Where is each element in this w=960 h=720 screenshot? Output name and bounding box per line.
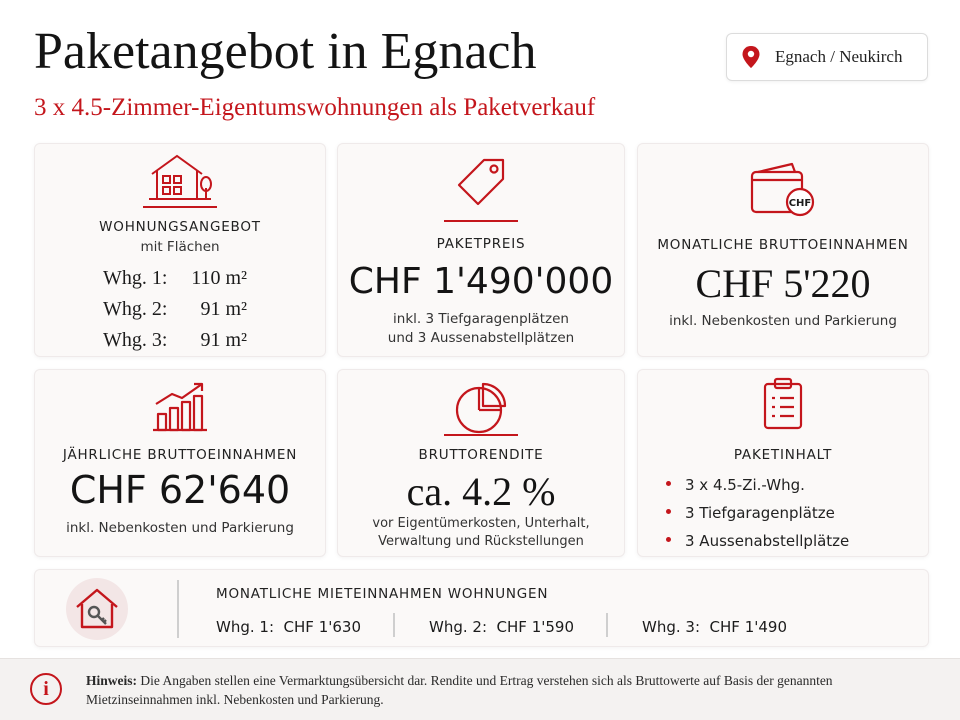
price-note-2: und 3 Aussenabstellplätzen: [387, 330, 575, 346]
disclaimer-bold: Hinweis:: [86, 673, 138, 688]
yield-label: BRUTTORENDITE: [418, 447, 544, 463]
yield-note-2: Verwaltung und Rückstellungen: [378, 534, 584, 549]
monthly-income-note: inkl. Nebenkosten und Parkierung: [669, 313, 897, 329]
card-price: [337, 143, 625, 357]
page-subtitle: 3 x 4.5-Zimmer-Eigentumswohnungen als Paketverkauf: [34, 94, 596, 121]
rent-item-name: Whg. 2:: [429, 618, 487, 636]
rent-item-value: CHF 1'590: [496, 618, 574, 636]
location-badge: [726, 33, 928, 81]
rent-item: [429, 618, 574, 636]
unit-area: 91 m²: [200, 329, 247, 351]
units-label: WOHNUNGSANGEBOT: [99, 219, 261, 235]
bar-chart-icon: [150, 378, 210, 434]
rent-item-name: Whg. 3:: [642, 618, 700, 636]
card-contents: [637, 369, 929, 557]
unit-area: 91 m²: [200, 298, 247, 320]
unit-row: [103, 267, 247, 290]
house-key-icon: [65, 577, 129, 641]
wallet-icon: [748, 160, 818, 222]
yield-note-1: vor Eigentümerkosten, Unterhalt,: [372, 516, 590, 531]
price-label: PAKETPREIS: [436, 236, 526, 252]
rent-item: [642, 618, 787, 636]
card-monthly-income: [637, 143, 929, 357]
disclaimer-body: Die Angaben stellen eine Vermarktungsübersicht dar. Rendite und Ertrag verstehen sich als Bruttowerte auf Basis der genannten Mietzinseinnahmen inkl. Nebenkosten und Parkierung.: [86, 673, 833, 707]
page-title: Paketangebot in Egnach: [34, 23, 537, 80]
contents-label: PAKETINHALT: [733, 447, 833, 463]
monthly-income-label: MONATLICHE BRUTTOEINNAHMEN: [657, 237, 909, 253]
card-units: [34, 143, 326, 357]
annual-income-label: JÄHRLICHE BRUTTOEINNAHMEN: [62, 447, 298, 463]
price-value: CHF 1'490'000: [348, 261, 614, 302]
divider: [393, 613, 395, 637]
clipboard-icon: [761, 376, 805, 432]
disclaimer-bar: [0, 658, 960, 720]
annual-income-note: inkl. Nebenkosten und Parkierung: [66, 520, 294, 536]
map-pin-icon: [741, 45, 761, 69]
unit-name: Whg. 1:: [103, 267, 168, 289]
card-rent: [34, 569, 929, 647]
rent-item-name: Whg. 1:: [216, 618, 274, 636]
rent-item-value: CHF 1'630: [283, 618, 361, 636]
rent-label: MONATLICHE MIETEINNAHMEN WOHNUNGEN: [216, 586, 549, 602]
pie-chart-icon: [453, 380, 509, 436]
divider: [177, 580, 179, 638]
card-yield: [337, 369, 625, 557]
yield-value: ca. 4.2 %: [406, 469, 556, 514]
rent-item: [216, 618, 361, 636]
unit-row: [103, 329, 247, 352]
contents-item: 3 Aussenabstellplätze: [666, 532, 849, 550]
divider: [606, 613, 608, 637]
unit-row: [103, 298, 247, 321]
location-text: Egnach / Neukirch: [775, 47, 903, 66]
unit-name: Whg. 3:: [103, 329, 168, 351]
price-tag-icon: [451, 154, 511, 214]
monthly-income-value: CHF 5'220: [695, 261, 871, 306]
rent-item-value: CHF 1'490: [709, 618, 787, 636]
unit-name: Whg. 2:: [103, 298, 168, 320]
wallet-currency: CHF: [788, 198, 812, 209]
house-icon: [147, 152, 213, 202]
unit-area: 110 m²: [191, 267, 247, 289]
price-note-1: inkl. 3 Tiefgaragenplätzen: [393, 311, 569, 327]
info-icon: i: [30, 673, 62, 705]
contents-item: 3 Tiefgaragenplätze: [666, 504, 835, 522]
disclaimer-text: [86, 671, 886, 709]
annual-income-value: CHF 62'640: [69, 468, 291, 512]
card-annual-income: [34, 369, 326, 557]
contents-item: 3 x 4.5-Zi.-Whg.: [666, 476, 805, 494]
units-sublabel: mit Flächen: [140, 239, 220, 255]
